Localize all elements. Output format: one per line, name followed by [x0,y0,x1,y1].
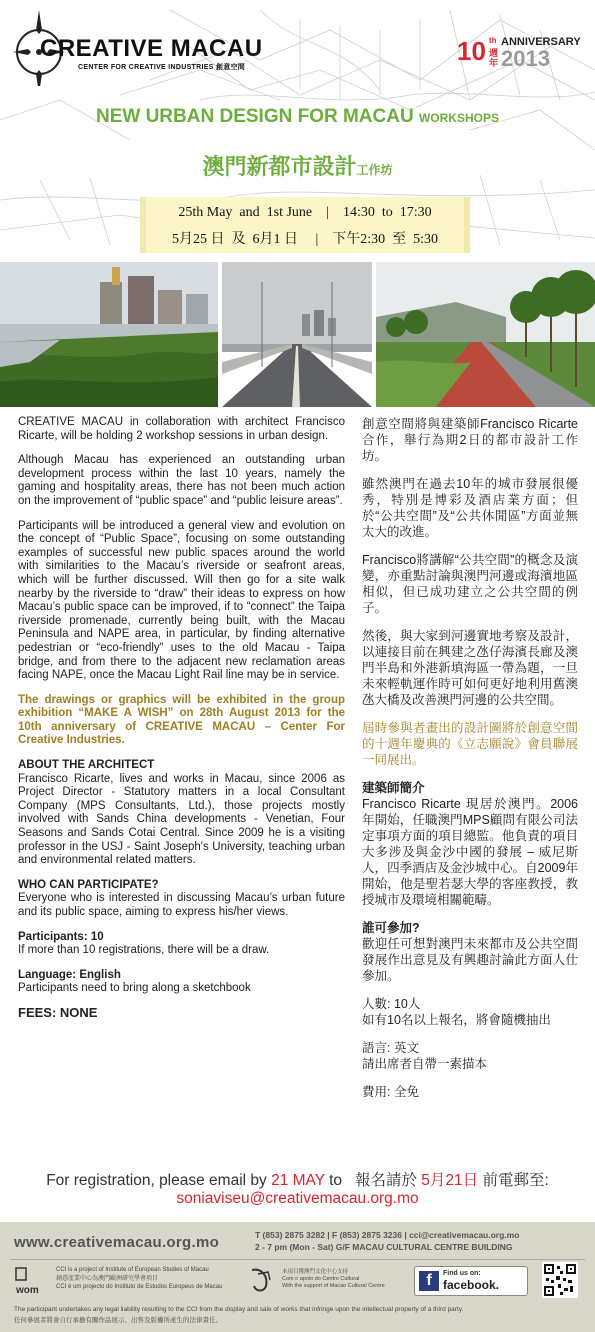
cultural-centre-credit-en: With the support of Macao Cultural Centre [282,1283,385,1289]
anniversary-year: 2013 [501,46,550,71]
who-paragraph-zh: 歡迎任可想對澳門未來都市及公共空間發展作出意見及有興趣討論此方面人仕參加。 [362,937,578,983]
architect-heading: ABOUT THE ARCHITECT [18,759,155,772]
intro-paragraph: CREATIVE MACAU in collaboration with architect Francisco Ricarte, will be holding 2 workshop sessions in urban design. [18,416,345,442]
iesm-credit [56,1266,222,1292]
photo-promenade [376,262,595,407]
title-english-suffix: WORKSHOPS [418,111,499,125]
title-chinese [0,150,595,181]
registration-en-deadline: 21 MAY [271,1172,325,1189]
iesm-logo-icon [14,1266,48,1296]
registration-en-prefix: For registration, please email by [46,1172,272,1189]
title-english-main: NEW URBAN DESIGN FOR MACAU [95,106,414,127]
facebook-find-us: Find us on: [443,1270,481,1277]
anniversary-zh-year: 年 [489,58,499,68]
participants-heading-zh: 人數: 10人 [362,997,421,1011]
anniversary-zh-week: 週 [489,48,499,58]
iesm-credit-pt: CCI é um projecto do Instituto de Estudos Europeus de Macau [56,1284,223,1290]
registration-zh-suffix: 前電郵至: [478,1172,549,1189]
language-heading-zh: 語言: 英文 [362,1041,419,1055]
concept-paragraph-zh: Francisco將講解“公共空間”的概念及演變，亦重點討論與澳門河邊或海濱地區相似，但已成功建立之公共空間的例子。 [362,553,578,615]
cultural-centre-credit-zh: 本項目獲澳門文化中心支持 [282,1269,349,1275]
disclaimer-chinese: 任何參展者將會自行承擔有關作品展示、出售及版權所產生的法律責任。 [14,1317,222,1324]
language-paragraph-zh: 請出席者自帶一素描本 [362,1057,488,1071]
participants-paragraph: If more than 10 registrations, there will be a draw. [18,944,270,957]
qr-code-icon [542,1262,578,1298]
language-heading: Language: English [18,968,121,981]
contact-line-2: 2 - 7 pm (Mon - Sat) G/F MACAU CULTURAL CENTRE BUILDING [255,1242,513,1252]
facebook-button[interactable] [414,1266,528,1296]
schedule-chinese: 5月25 日 及 6月1 日 | 下午2:30 至 5:30 [171,232,439,247]
registration-zh-deadline: 5月21日 [421,1172,479,1189]
anniversary-word: ANNIVERSARY [501,36,581,48]
svg-text:wom: wom [16,1285,39,1296]
photo-riverside-skyline [0,262,218,407]
cultural-centre-logo-icon [248,1266,274,1294]
contact-line-1: T (853) 2875 3282 | F (853) 2875 3236 | cci@creativemacau.org.mo [255,1230,520,1240]
anniversary-number: 10 [457,36,486,66]
cultural-centre-credit-pt: Com o apoio do Centro Cultural [282,1276,360,1282]
registration-en-suffix: to [324,1172,343,1189]
title-chinese-main: 澳門新都市設計 [202,154,357,179]
language-paragraph: Participants need to bring along a sketchbook [18,982,251,995]
disclaimer-english: The participant undertakes any legal liability resulting to the CCI from the display and sale of works that infringe upon the intellectual property of a third party. [14,1306,464,1313]
fees-label-zh: 費用: 全免 [362,1085,419,1099]
who-heading-zh: 誰可參加? [362,921,420,935]
program-paragraph-zh: 然後，與大家到河邊實地考察及設計，以連接目前在興建之氹仔海濱長廊及澳門半島和外港新填海區一帶為題，一旦未來輕軌運作時可如何更好地利用舊澳氹大橋及改善澳門河邊的公共空間。 [362,629,578,707]
title-chinese-suffix: 工作坊 [356,163,393,177]
who-paragraph: Everyone who is interested in discussing Macau’s urban future and its public space, aiming to express his/her views. [18,892,345,918]
facebook-label: facebook. [443,1278,500,1292]
architect-heading-zh: 建築師簡介 [362,781,425,795]
program-paragraph: Participants will be introduced a general view and evolution on the concept of “Public Space”, focusing on some outstanding examples of successful new public spaces around the world with similarities to the Macau’s riverside or seafront areas, which will be further discussed. Will then go for a site walk nearby by the riverside to “draw” their ideas to express on how Macau’s public space can be improved, if to “connect” the Taipa riverside promenade, currently being built, with the Macau Peninsula and NAPE area, in particular, by finding alternative pedestrian or “eco-friendly” uses to the old Macau - Taipa bridge, and from there to the adjacent new reclamation areas facing NAPE, once the Macau Light Rail line may be in service. [18,519,345,682]
facebook-icon: f [419,1271,439,1291]
architect-paragraph: Francisco Ricarte, lives and works in Macau, since 2006 as Project Director - Statutory matters in a local Consultant Company (MPS Consultants, Ltd.), those projects mostly involved with Sands China developments - Venetian, Four Seasons and Sands Cotai Central. Since 2009 he is a visiting professor in the USJ - Saint Joseph's University, teaching urban and environmental related matters. [18,772,345,867]
website-link[interactable]: www.creativemacau.org.mo [14,1234,220,1251]
registration-email-link[interactable]: soniaviseu@creativemacau.org.mo [176,1190,419,1207]
anniversary-badge [443,34,583,74]
anniversary-suffix: th [489,36,497,45]
registration-zh-prefix: 報名請於 [354,1172,422,1189]
intro-paragraph-zh: 創意空間將與建築師Francisco Ricarte合作，舉行為期2日的都市設計工作坊。 [362,417,578,463]
english-column [18,416,345,1020]
fees-label: FEES: NONE [18,1004,98,1020]
title-english [0,106,595,128]
registration-line [0,1168,595,1190]
schedule-box [140,197,470,253]
exhibition-paragraph-zh: 屆時參與者畫出的設計圖將於創意空間的十週年慶典的《立志願說》會員聯展一同展出。 [362,721,578,767]
iesm-credit-en: CCI is a project of Institute of European Studies of Macau [56,1267,209,1273]
participants-paragraph-zh: 如有10名以上報名，將會隨機抽出 [362,1013,551,1027]
header-banner [0,0,595,262]
cultural-centre-credit [282,1269,385,1290]
who-heading: WHO CAN PARTICIPATE? [18,878,159,891]
context-paragraph: Although Macau has experienced an outstanding urban development process within the last 10 years, namely the gaming and hospitality areas, there has not been much action on the improvement of “public space” and “public leisure areas”. [18,454,345,507]
photo-bridge-road [222,262,372,407]
photo-strip [0,262,595,407]
footer [0,1222,595,1332]
architect-paragraph-zh: Francisco Ricarte 現居於澳門。2006年開始，任職澳門MPS顧問有限公司法定事項方面的項目總監。他負責的項目大多涉及與金沙中國的發展 – 威尼斯人，四季酒店及金沙城中心。自2009年開始，他是聖若瑟大學的客座教授，教授城市及環境相關範疇。 [362,797,578,907]
brand-name: CREATIVE MACAU [40,35,263,62]
exhibition-paragraph: The drawings or graphics will be exhibited in the group exhibition “MAKE A WISH” on 28th August 2013 for the 10th anniversary of CREATIVE MACAU – Center For Creative Industries. [18,693,345,747]
participants-heading: Participants: 10 [18,930,104,943]
chinese-column [362,416,578,1100]
iesm-credit-zh: 創意產業中心為澳門歐洲研究學會項目 [56,1275,159,1282]
footer-divider [10,1259,585,1260]
schedule-english: 25th May and 1st June | 14:30 to 17:30 [178,205,432,220]
context-paragraph-zh: 雖然澳門在過去10年的城市發展很優秀，特別是博彩及酒店業方面；但於“公共空間”及“公共休閒區”方面並無太大的改進。 [362,477,578,539]
brand-subtitle: CENTER FOR CREATIVE INDUSTRIES 創意空間 [78,64,246,71]
